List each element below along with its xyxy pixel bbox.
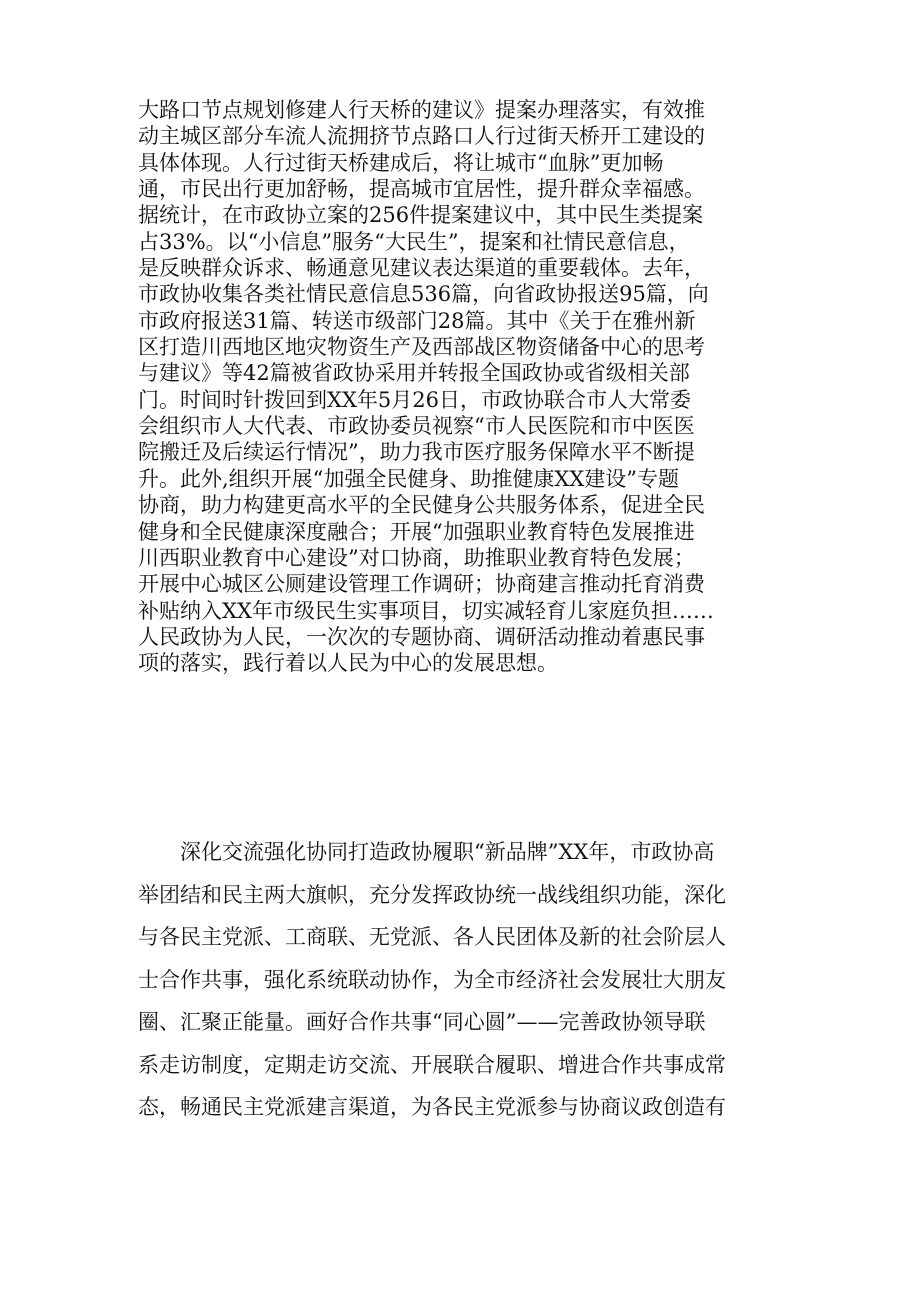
text-line: 项的落实，践行着以人民为中心的发展思想。	[138, 651, 558, 676]
text-line: 市政府报送31篇、转送市级部门28篇。其中《关于在雅州新	[138, 308, 696, 333]
text-line: 士合作共事，强化系统联动协作，为全市经济社会发展壮大朋友	[138, 967, 726, 992]
text-line: 与建议》等42篇被省政协采用并转报全国政协或省级相关部	[138, 361, 690, 386]
text-line: 动主城区部分车流人流拥挤节点路口人行过街天桥开工建设的	[138, 124, 705, 149]
text-line: 深化交流强化协同打造政协履职“新品牌”XX年，市政协高	[138, 840, 715, 864]
text-line: 门。时间时针拨回到XX年5月26日，市政协联合市人大常委	[138, 387, 691, 412]
text-line: 系走访制度，定期走访交流、开展联合履职、增进合作共事成常	[138, 1052, 726, 1077]
paragraph-1	[138, 97, 788, 677]
text-line: 是反映群众诉求、畅通意见建议表达渠道的重要载体。去年，	[138, 256, 705, 281]
text-line: 据统计，在市政协立案的256件提案建议中，其中民生类提案	[138, 203, 704, 228]
text-line: 占33%。以“小信息”服务“大民生”，提案和社情民意信息，	[138, 229, 690, 254]
text-line: 协商，助力构建更高水平的全民健身公共服务体系，促进全民	[138, 493, 705, 518]
text-line: 举团结和民主两大旗帜，充分发挥政协统一战线组织功能，深化	[138, 882, 726, 907]
text-line: 开展中心城区公厕建设管理工作调研；协商建言推动托育消费	[138, 572, 705, 597]
text-line: 通，市民出行更加舒畅，提高城市宜居性，提升群众幸福感。	[138, 177, 705, 202]
text-line: 院搬迁及后续运行情况”，助力我市医疗服务保障水平不断提	[138, 440, 695, 465]
text-line: 与各民主党派、工商联、无党派、各人民团体及新的社会阶层人	[138, 925, 726, 949]
text-line: 具体体现。人行过街天桥建成后，将让城市“血脉”更加畅	[138, 150, 664, 175]
text-line: 圈、汇聚正能量。画好合作共事“同心圆”——完善政协领导联	[138, 1010, 706, 1034]
text-line: 健身和全民健康深度融合；开展“加强职业教育特色发展推进	[138, 519, 695, 544]
text-line: 态，畅通民主党派建言渠道，为各民主党派参与协商议政创造有	[138, 1095, 726, 1119]
text-line: 区打造川西地区地灾物资生产及西部战区物资储备中心的思考	[138, 335, 705, 360]
text-line: 升。此外,组织开展“加强全民健身、助推健康XX建设”专题	[138, 466, 680, 491]
text-line: 大路口节点规划修建人行天桥的建议》提案办理落实，有效推	[138, 98, 705, 122]
text-line: 补贴纳入XX年市级民生实事项目，切实减轻育儿家庭负担……	[138, 598, 714, 623]
text-line: 川西职业教育中心建设”对口协商，助推职业教育特色发展；	[138, 545, 695, 570]
text-line: 市政协收集各类社情民意信息536篇，向省政协报送95篇，向	[138, 282, 709, 307]
paragraph-2	[138, 831, 788, 1129]
text-line: 人民政协为人民，一次次的专题协商、调研活动推动着惠民事	[138, 624, 705, 649]
text-line: 会组织市人大代表、市政协委员视察“市人民医院和市中医医	[138, 414, 695, 439]
